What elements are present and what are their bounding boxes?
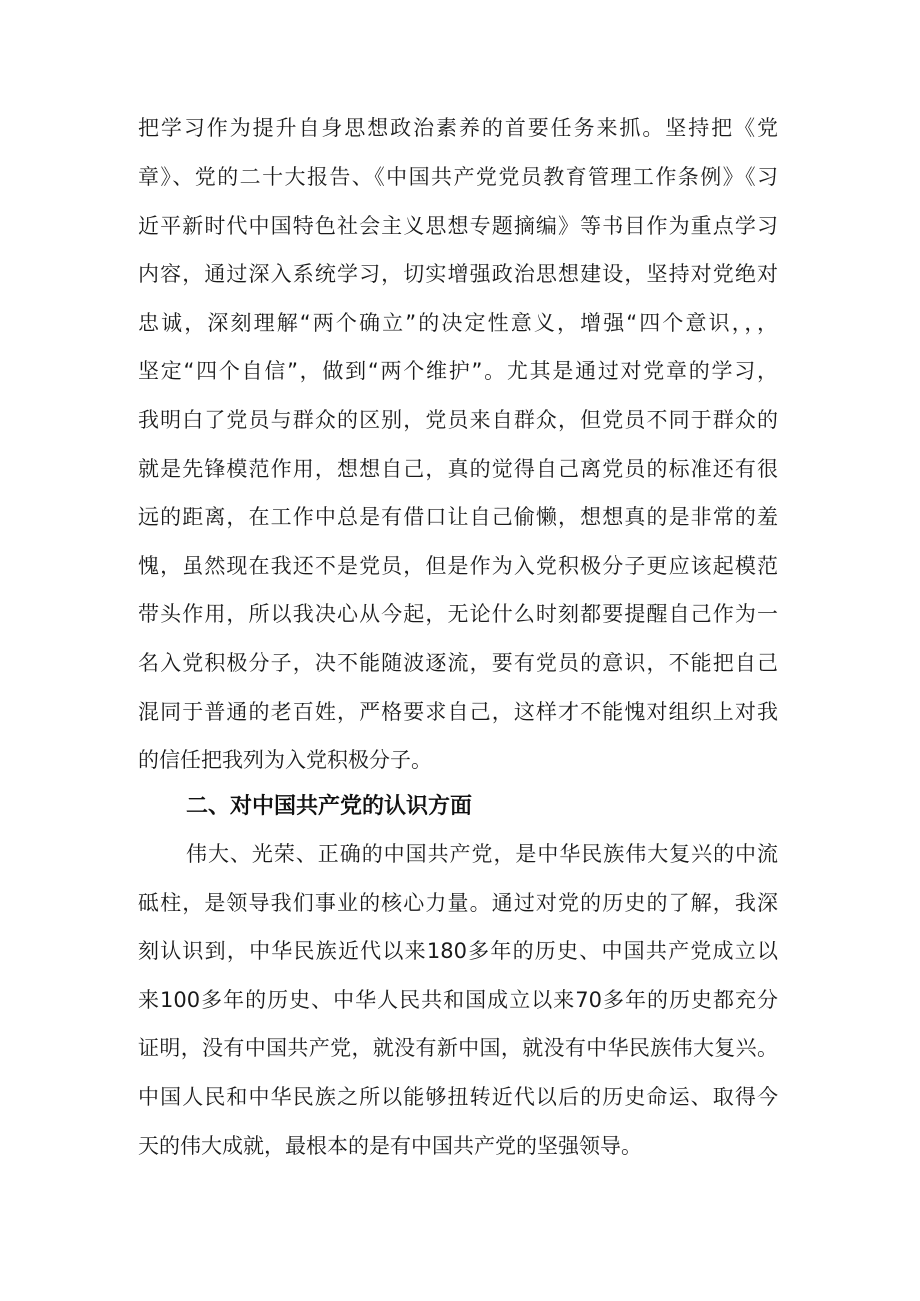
paragraph-2-line-4: 来100多年的历史、中华人民共和国成立以来70多年的历史都充分 [138,988,778,1012]
paragraph-1-line-1: 把学习作为提升自身思想政治素养的首要任务来抓。坚持把《党 [138,116,778,140]
paragraph-1-line-2: 章》、党的二十大报告、《中国共产党党员教育管理工作条例》《习 [138,165,778,189]
paragraph-1-line-13: 混同于普通的老百姓，严格要求自己，这样才不能愧对组织上对我 [138,700,778,724]
paragraph-1-line-6: 坚定“四个自信”，做到“两个维护”。尤其是通过对党章的学习， [138,359,778,383]
paragraph-1-line-5: 忠诚，深刻理解“两个确立”的决定性意义，增强“四个意识，，， [138,311,778,335]
paragraph-2-line-1: 伟大、光荣、正确的中国共产党，是中华民族伟大复兴的中流 [186,842,778,866]
paragraph-1-line-14: 的信任把我列为入党积极分子。 [138,748,432,772]
paragraph-1-line-8: 就是先锋模范作用，想想自己，真的觉得自己离党员的标准还有很 [138,457,778,481]
paragraph-2-line-2: 砥柱，是领导我们事业的核心力量。通过对党的历史的了解，我深 [138,891,778,915]
paragraph-1-line-7: 我明白了党员与群众的区别，党员来自群众，但党员不同于群众的 [138,408,778,432]
paragraph-1-line-11: 带头作用，所以我决心从今起，无论什么时刻都要提醒自己作为一 [138,602,778,626]
section-heading: 二、对中国共产党的认识方面 [186,794,473,819]
paragraph-1-line-3: 近平新时代中国特色社会主义思想专题摘编》等书目作为重点学习 [138,214,778,238]
paragraph-2-line-5: 证明，没有中国共产党，就没有新中国，就没有中华民族伟大复兴。 [138,1036,778,1060]
paragraph-1-line-10: 愧，虽然现在我还不是党员，但是作为入党积极分子更应该起模范 [138,554,778,578]
paragraph-2-line-7: 天的伟大成就，最根本的是有中国共产党的坚强领导。 [138,1134,642,1158]
paragraph-2-line-3: 刻认识到，中华民族近代以来180多年的历史、中国共产党成立以 [138,939,778,963]
paragraph-2-line-6: 中国人民和中华民族之所以能够扭转近代以后的历史命运、取得今 [138,1085,778,1109]
paragraph-1-line-9: 远的距离，在工作中总是有借口让自己偷懒，想想真的是非常的羞 [138,505,778,529]
paragraph-1-line-4: 内容，通过深入系统学习，切实增强政治思想建设，坚持对党绝对 [138,262,778,286]
paragraph-1-line-12: 名入党积极分子，决不能随波逐流，要有党员的意识，不能把自己 [138,651,778,675]
